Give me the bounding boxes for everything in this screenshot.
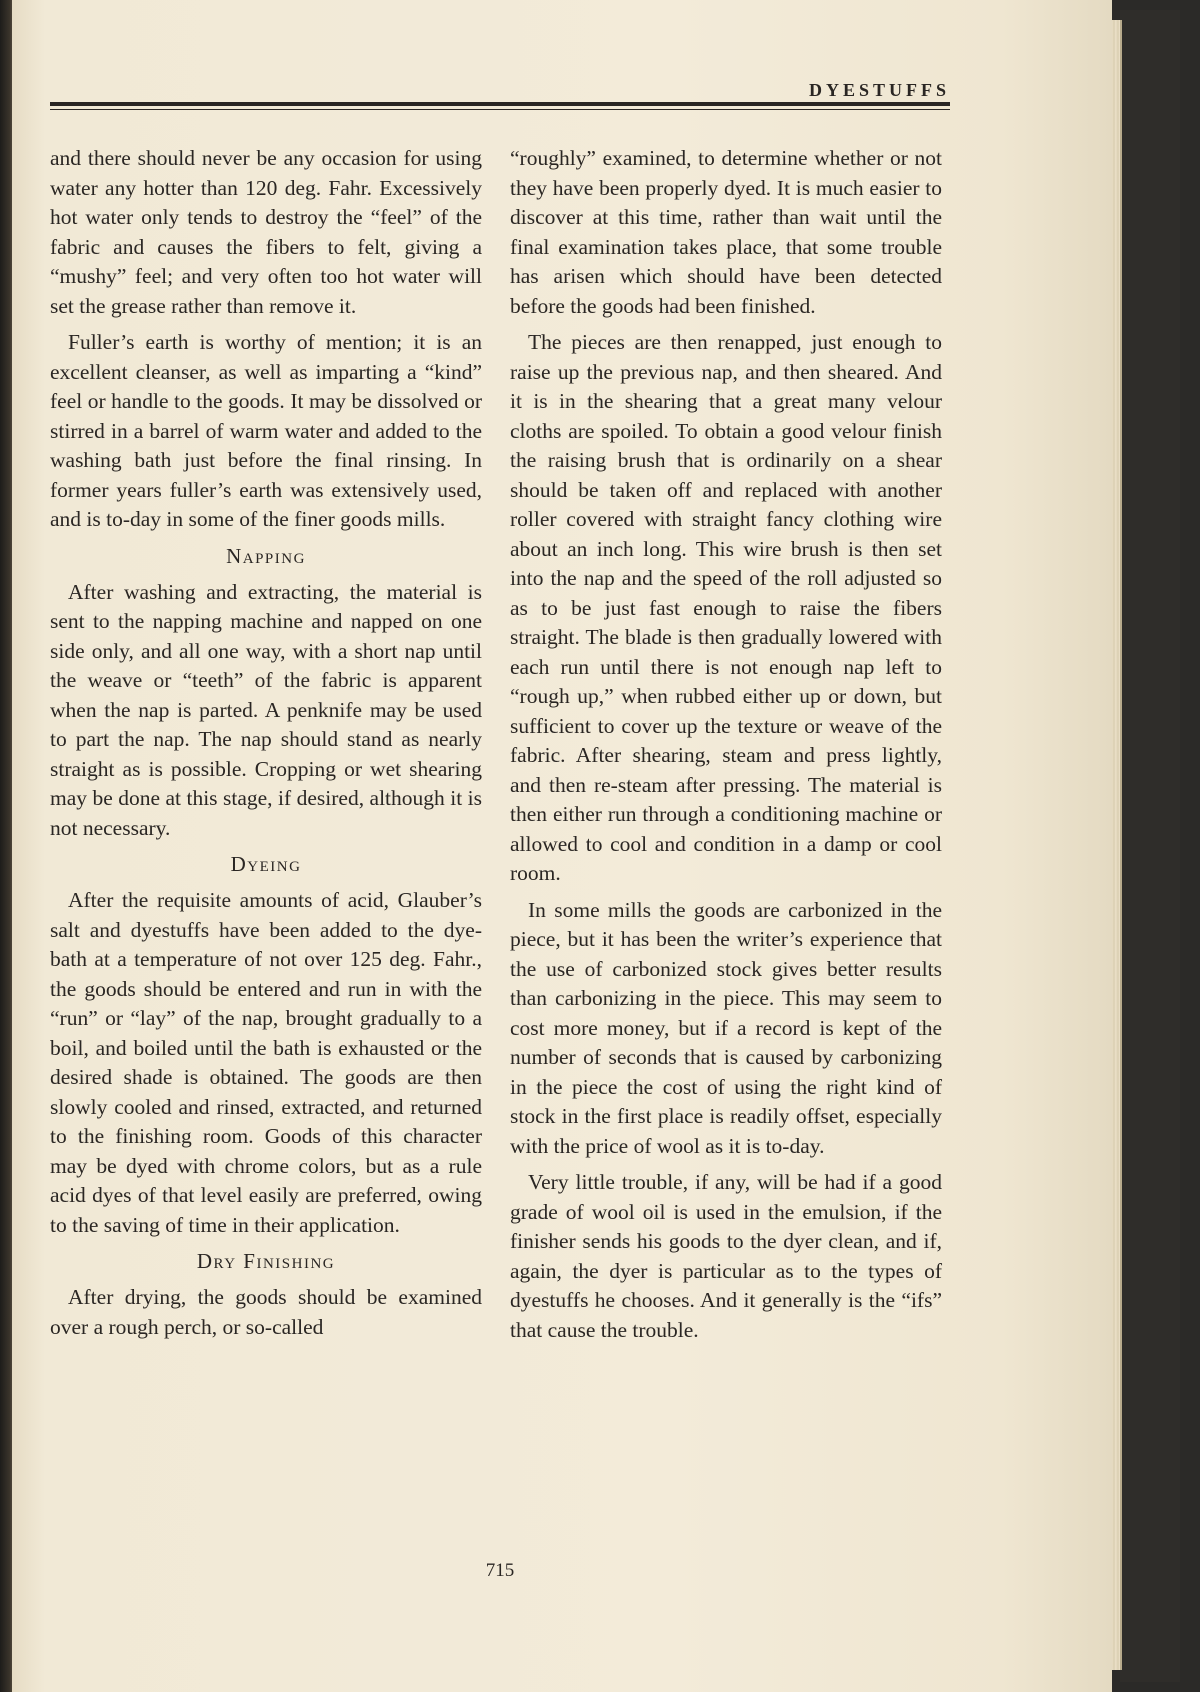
header-rule-thick	[50, 102, 950, 106]
paragraph: “roughly” examined, to determine whether or not they have been properly dyed. It is much easier to discover at this time, rather than wait until the final examination takes place, that some trouble has arisen which should have been detected before the goods had been finished.	[510, 146, 942, 318]
paragraph: Very little trouble, if any, will be had if a good grade of wool oil is used in the emulsion, if the finisher sends his goods to the dyer clean, and if, again, the dyer is particular as to the types of dyestuffs he chooses. And it generally is the “ifs” that cause the trouble.	[510, 1170, 942, 1342]
book-cover-edge	[1120, 10, 1180, 1682]
page-number: 715	[485, 1560, 515, 1581]
paragraph: Fuller’s earth is worthy of mention; it is an excellent cleanser, as well as imparting a “kind” feel or handle to the goods. It may be dissolved or stirred in a barrel of warm water and added to the washing bath just before the final rinsing. In former years fuller’s earth was extensively used, and is to-day in some of the finer goods mills.	[50, 330, 482, 531]
paragraph: The pieces are then renapped, just enough to raise up the previous nap, and then sheared. And it is in the shearing that a great many velour cloths are spoiled. To obtain a good velour finish the raising brush that is ordinarily on a shear should be taken off and replaced with another roller covered with straight fancy clothing wire about an inch long. This wire brush is then set into the nap and the speed of the roll adjusted so as to be just fast enough to raise the fibers straight. The blade is then gradually lowered with each run until there is not enough nap left to “rough up,” when rubbed either up or down, but sufficient to cover up the texture or weave of the fabric. After shearing, steam and press lightly, and then re-steam after pressing. The material is then either run through a conditioning machine or allowed to cool and condition in a damp or cool room.	[510, 330, 942, 885]
section-heading-napping: Napping	[226, 543, 306, 568]
section-heading-dyeing: Dyeing	[230, 852, 302, 876]
running-head: DYESTUFFS	[808, 80, 950, 100]
header-rule-thin	[50, 109, 950, 110]
section-heading-dry-finishing: Dry Finishing	[196, 1249, 336, 1273]
paragraph: After washing and extracting, the material is sent to the napping machine and napped on one side only, and all one way, with a short nap until the weave or “teeth” of the fabric is apparent when the nap is parted. A penknife may be used to part the nap. The nap should stand as nearly straight as is possible. Cropping or wet shearing may be done at this stage, if desired, although it is not necessary.	[50, 579, 482, 840]
paragraph: and there should never be any occasion for using water any hotter than 120 deg. Fahr. Excessively hot water only tends to destroy the “feel” of the fabric and causes the fibers to felt, giving a “mushy” feel; and very often too hot water will set the grease rather than remove it.	[50, 146, 482, 318]
paragraph: After drying, the goods should be examined over a rough perch, or so-called	[50, 1285, 482, 1339]
paragraph: After the requisite amounts of acid, Glauber’s salt and dyestuffs have been added to the dye-bath at a temperature of not over 125 deg. Fahr., the goods should be entered and run in with the “run” or “lay” of the nap, brought gradually to a boil, and boiled until the bath is exhausted or the desired shade is obtained. The goods are then slowly cooled and rinsed, extracted, and returned to the finishing room. Goods of this character may be dyed with chrome colors, but as a rule acid dyes of that level easily are preferred, owing to the saving of time in their application.	[50, 888, 482, 1237]
right-column	[510, 144, 942, 1352]
left-column	[50, 144, 482, 1349]
paragraph: In some mills the goods are carbonized in the piece, but it has been the writer’s experience that the use of carbonized stock gives better results than carbonizing in the piece. This may seem to cost more money, but if a record is kept of the number of seconds that is caused by carbonizing in the piece the cost of using the right kind of stock in the first place is readily offset, especially with the price of wool as it is to-day.	[510, 897, 942, 1158]
